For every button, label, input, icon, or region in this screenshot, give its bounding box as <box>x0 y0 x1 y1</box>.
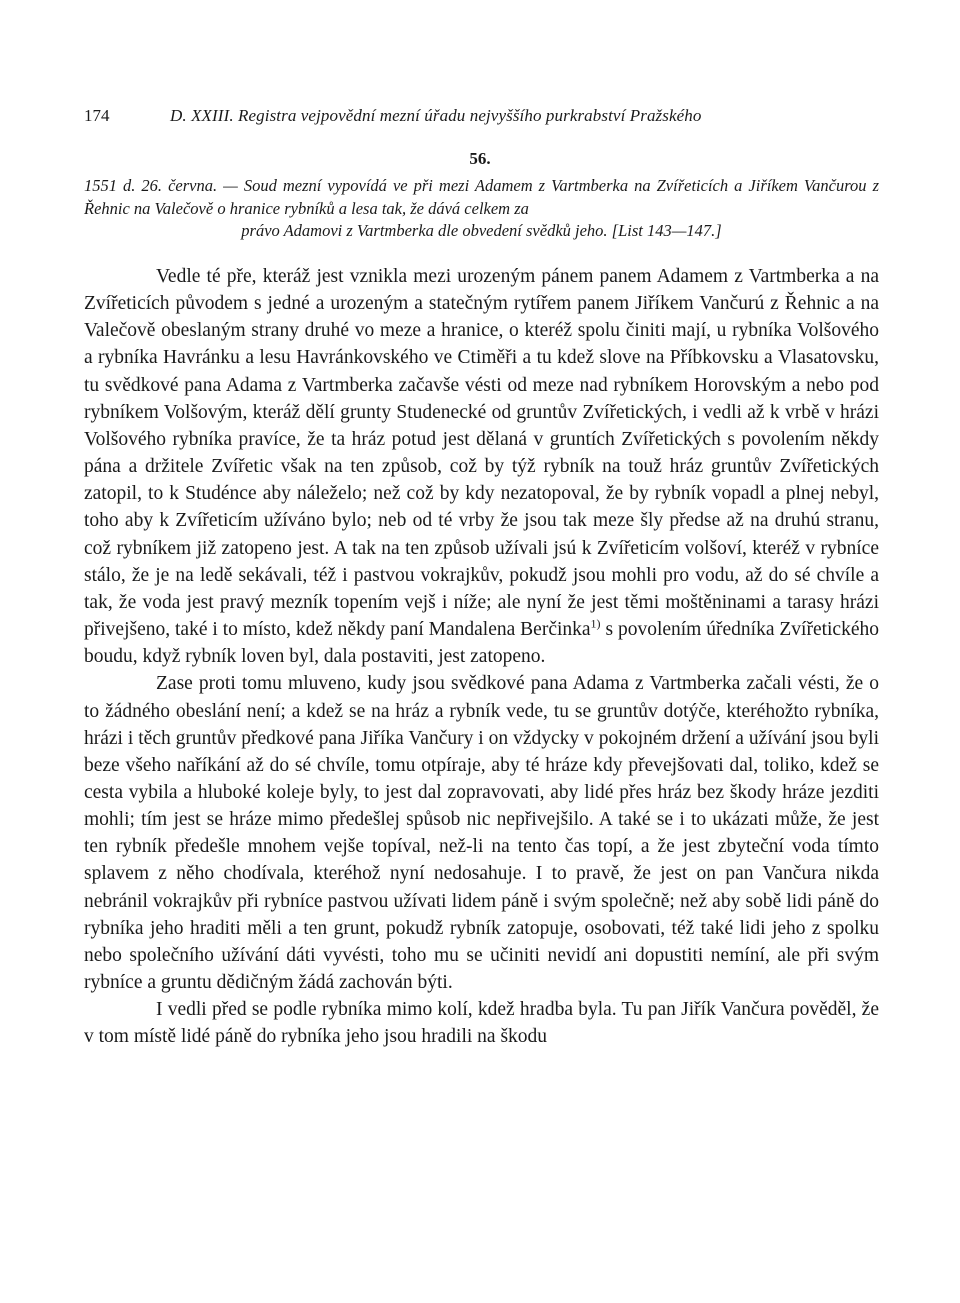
running-head: D. XXIII. Registra vejpovědní mezní úřadu nejvyššího purkrabství Pražského <box>170 106 702 125</box>
paragraph-text: Vedle té pře, kteráž jest vznikla mezi urozeným pánem panem Adamem z Vartmberka a na Zvířeticích původem s jedné a urozeným a statečným rytířem panem Jiříkem Vančurú z Řehnic a na Valečově obeslaným strany druhé vo meze a hranice, o kteréž spolu činiti mají, u rybníka Volšového a rybníka Havránku a lesu Havránkovského ve Ctiměři a tu kdež slove na Příbkovsku a Vlasatovsku, tu svědkové pana Adama z Vartmberka začavše vésti od meze nad rybníkem Horovským a nebo pod rybníkem Volšovým, kteráž dělí grunty Studenecké od gruntův Zvířetických, i vedli až k vrbě v hrázi Volšového rybníka pravíce, že ta hráz potud jest dělaná v gruntích Zvířetických s povolením někdy pána a držitele Zvířetic však na ten způsob, což by týž rybník na touž hráz gruntův Zvířetických zatopil, to k Studénce aby náleželo; než což by kdy nezatopoval, že by rybník vopadl a plnej nebyl, toho aby k Zvířeticím užíváno bylo; neb od té vrby že jsou tak meze šly předse až na druhú stranu, což rybníkem již zatopeno jest. A tak na ten způsob užívali jsú k Zvířeticím volšoví, kteréž v rybníce stálo, že je na ledě sekávali, též i pastvou vokrajkův, pokudž jsou mohli pro vodu, až do sé chvíle a tak, že voda jest pravý mezník topením vejš i níže; ale nyní že jest těmi moštěninami a tarasy hrázi přivejšeno, také i to místo, kdež někdy paní Mandalena Berčinka <box>84 266 879 641</box>
page-header <box>84 103 884 129</box>
summary-line: právo Adamovi z Vartmberka dle obvedení svědků jeho. [List 143—147.] <box>241 221 722 240</box>
paragraph <box>84 263 879 670</box>
document-summary <box>84 175 879 243</box>
footnote-marker: 1) <box>590 616 601 631</box>
paragraph <box>84 670 879 996</box>
paragraph <box>84 996 879 1050</box>
paragraph-text: Zase proti tomu mluveno, kudy jsou svědkové pana Adama z Vartmberka začali vésti, že o to žádného obeslání není; a kdež se na hráz a rybník vede, tu se gruntův dotýče, kteréhožto rybníka, hrázi i těch gruntův předkové pana Jiříka Vančury i on vždycky v pokojném držení a užívání jsou byli beze všeho naříkání až do sé chvíle, tomu otpíraje, aby té hráze kdy převejšovati dal, toliko, kdež se cesta vybila a hluboké koleje byly, to jest dal zopravovati, aby lidé přes hráz bez škody hráze jezditi mohli; tím jest se hráze mimo předešlej spůsob nic nepřivejšilo. A také se i to ukázati může, že jest ten rybník předešle mnohem vejše topíval, než-li na tento čas topí, a že jest zbyteční voda tímto splavem z něho chodívala, kteréhož nyní nedosahuje. I to pravě, že jest on pan Vančura nikda nebránil vokrajkův při rybníce pastvou užívati lidem páně i svým společně; než aby sobě lidi páně do rybníka jeho hraditi měli a ten grunt, pokudž rybník zatopuje, osobovati, též také lidi jeho z spolku nebo společního užívání dáti vyvésti, toho mu se učiniti nevidí ani dopustiti nemíní, ale při svým rybníce a gruntu dědičným žádá zachován býti. <box>84 673 879 994</box>
paragraph-text: I vedli před se podle rybníka mimo kolí, kdež hradba byla. Tu pan Jiřík Vančura pověděl, že v tom místě lidé páně do rybníka jeho jsou hradili na škodu <box>84 999 879 1048</box>
page-number: 174 <box>84 106 110 125</box>
summary-line: 1551 d. 26. června. — Soud mezní vypovídá ve při mezi Adamem z Vartmberka na Zvířeticích <box>84 176 729 195</box>
paragraph-text: s povolením úředníka Zvířetického boudu, když rybník loven byl, dala postaviti, jest zatopeno. <box>84 619 879 668</box>
body-text <box>84 263 879 1051</box>
summary-line: a Jiříkem Vančurou z Řehnic na Valečově o hranice rybníků a lesa tak, že dává celkem za <box>84 176 879 218</box>
document-number: 56. <box>469 149 491 168</box>
